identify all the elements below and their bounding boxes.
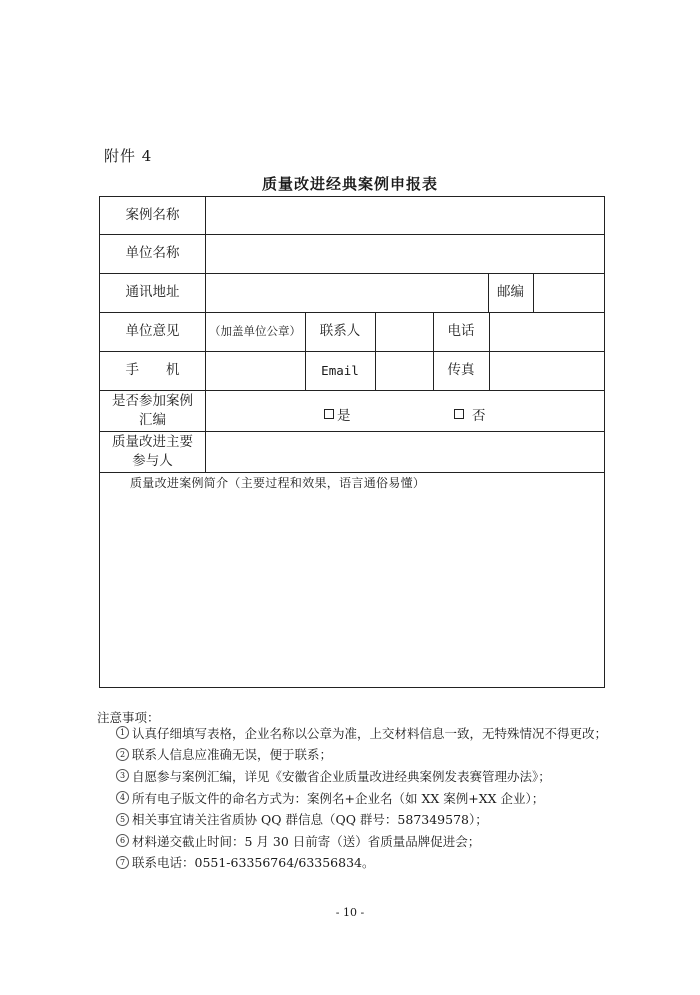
note-text: 联系人信息应准确无误，便于联系； <box>132 747 333 763</box>
participants-field[interactable] <box>206 432 603 471</box>
address-label: 通讯地址 <box>125 284 180 300</box>
yes-checkbox-icon[interactable] <box>324 409 334 419</box>
phone-label: 电话 <box>447 323 475 339</box>
notes-title: 注意事项： <box>97 710 160 725</box>
note-text: 相关事宜请关注省质协 QQ 群信息（QQ 群号：587349578）； <box>132 812 488 828</box>
case-intro-label: 质量改进案例简介（主要过程和效果，语言通俗易懂） <box>130 476 426 490</box>
note-text: 材料递交截止时间：5 月 30 日前寄（送）省质量品牌促进会； <box>132 833 481 849</box>
note-text: 联系电话：0551-63356764/63356834。 <box>132 855 375 871</box>
note-number: 4 <box>116 791 129 804</box>
seal-note: （加盖单位公章） <box>209 324 301 338</box>
note-number: 5 <box>116 813 129 826</box>
application-form <box>99 196 605 688</box>
participants-label-line1: 质量改进主要 <box>112 433 193 450</box>
join-compilation-label-line2: 汇编 <box>139 411 166 428</box>
join-compilation-label-line1: 是否参加案例 <box>112 392 193 409</box>
yes-label: 是 <box>337 408 351 424</box>
unit-opinion-label: 单位意见 <box>125 323 180 339</box>
note-number: 2 <box>116 748 129 761</box>
join-compilation-label <box>100 390 205 431</box>
note-number: 6 <box>116 834 129 847</box>
address-field[interactable] <box>206 274 487 311</box>
unit-name-field[interactable] <box>206 235 603 272</box>
mobile-field[interactable] <box>206 352 304 389</box>
notes-list <box>116 722 607 873</box>
note-text: 认真仔细填写表格，企业名称以公章为准，上交材料信息一致，无特殊情况不得更改； <box>132 725 608 741</box>
case-intro-field[interactable] <box>101 473 603 687</box>
fax-label: 传真 <box>447 362 475 378</box>
form-title: 质量改进经典案例申报表 <box>261 175 438 193</box>
case-name-label: 案例名称 <box>125 207 180 223</box>
phone-field[interactable] <box>490 313 603 350</box>
note-text: 所有电子版文件的命名方式为：案例名+企业名（如 XX 案例+XX 企业）； <box>132 790 545 806</box>
join-yes-option[interactable] <box>324 404 351 424</box>
no-checkbox-icon[interactable] <box>454 409 464 419</box>
note-item <box>116 765 607 787</box>
contact-label: 联系人 <box>319 323 361 339</box>
note-number: 7 <box>116 856 129 869</box>
no-label: 否 <box>472 408 486 424</box>
contact-field[interactable] <box>376 313 432 350</box>
email-label: Email <box>321 363 359 378</box>
email-field[interactable] <box>376 352 432 389</box>
participants-label <box>100 431 205 472</box>
note-number: 3 <box>116 769 129 782</box>
fax-field[interactable] <box>490 352 603 389</box>
note-item <box>116 722 607 744</box>
join-no-option[interactable] <box>454 404 486 424</box>
note-item <box>116 744 607 766</box>
postcode-field[interactable] <box>534 274 603 311</box>
note-item <box>116 830 607 852</box>
postcode-label: 邮编 <box>497 284 524 300</box>
note-item <box>116 808 607 830</box>
note-item <box>116 852 607 874</box>
note-number: 1 <box>116 726 129 739</box>
unit-name-label: 单位名称 <box>125 245 180 261</box>
page-number: - 10 - <box>335 906 365 919</box>
note-item <box>116 787 607 809</box>
case-name-field[interactable] <box>206 198 603 233</box>
attachment-label: 附件 4 <box>104 147 153 165</box>
mobile-label: 手 机 <box>125 362 180 378</box>
participants-label-line2: 参与人 <box>132 452 173 469</box>
note-text: 自愿参与案例汇编，详见《安徽省企业质量改进经典案例发表赛管理办法》； <box>132 768 551 784</box>
